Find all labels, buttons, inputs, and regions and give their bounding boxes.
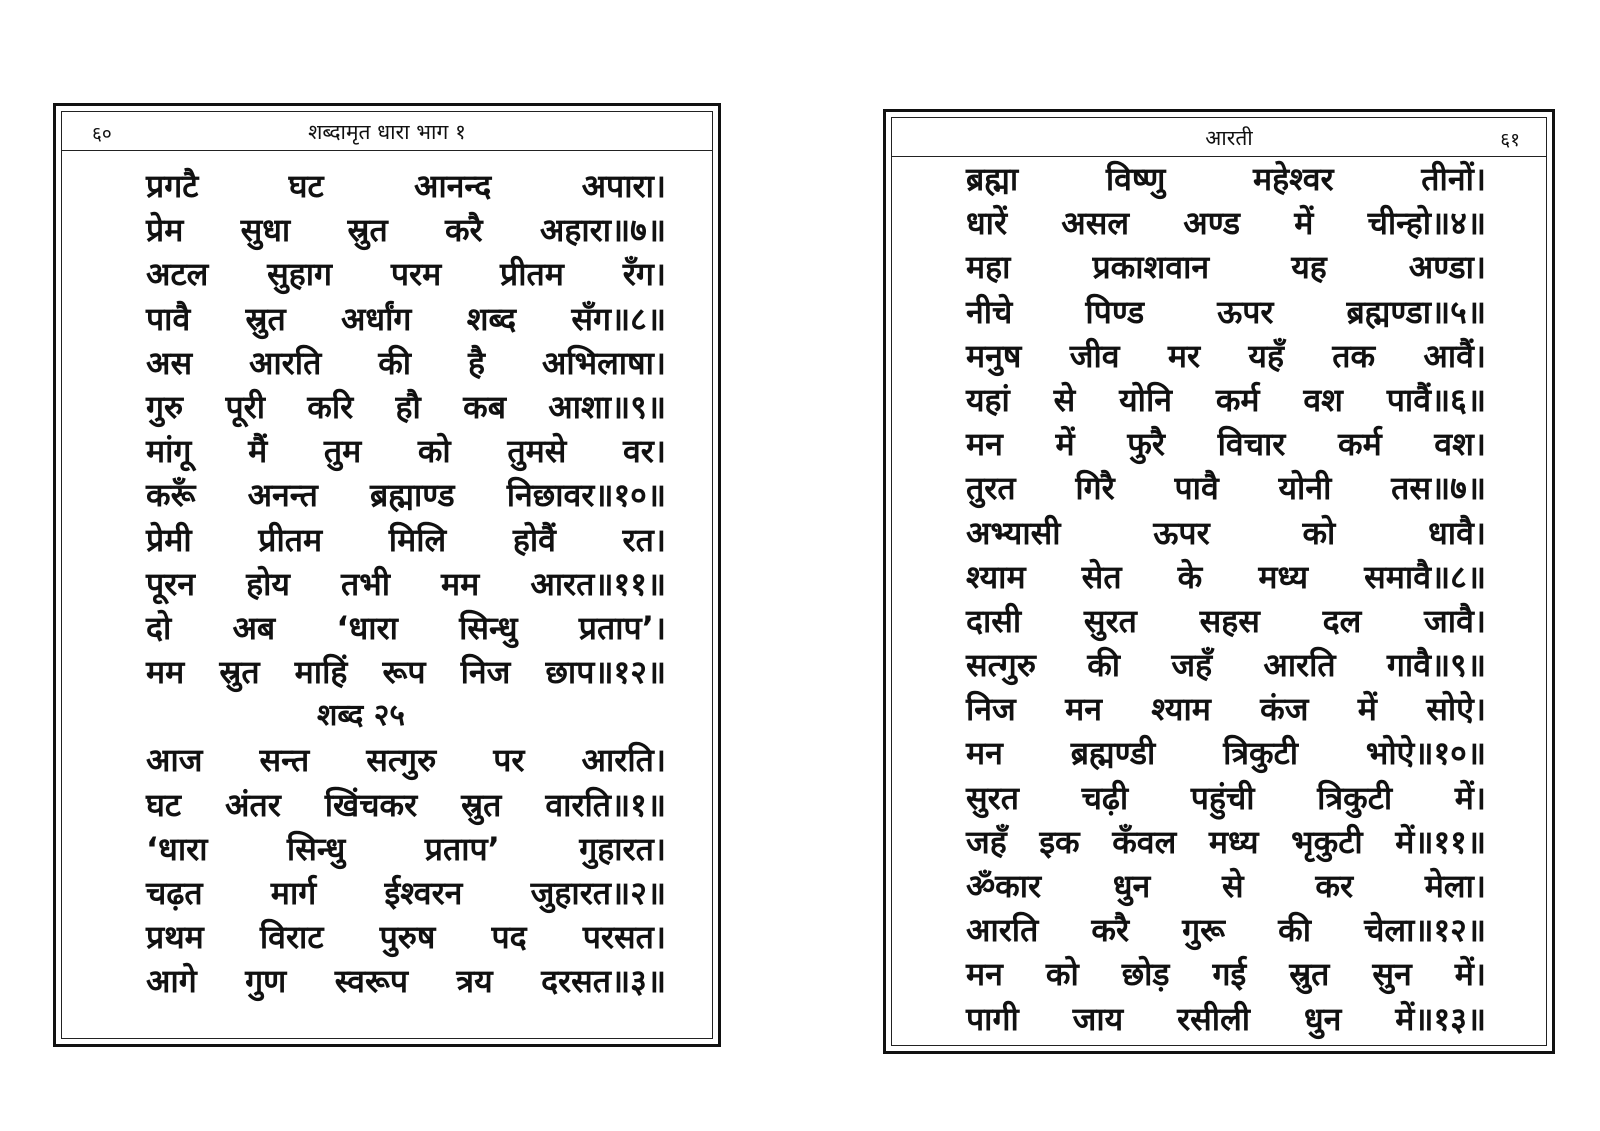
right-page xyxy=(883,109,1555,1054)
verse-line: प्रगटै घट आनन्द अपारा। xyxy=(146,167,666,205)
verse-line: दो अब ‘धारा सिन्धु प्रताप’। xyxy=(146,608,666,647)
verse-line: प्रेमी प्रीतम मिलि होवैं रत। xyxy=(146,520,666,559)
verse-line: आरति करै गुरू की चेला॥१२॥ xyxy=(966,911,1486,950)
verse-line: ब्रह्मा विष्णु महेश्वर तीनों। xyxy=(966,160,1486,198)
verse-line: अभ्यासी ऊपर को धावै। xyxy=(966,513,1486,552)
verse-line: आज सन्त सत्गुरु पर आरति। xyxy=(146,741,666,780)
verse-line: घट अंतर खिंचकर स्रुत वारति॥१॥ xyxy=(146,785,666,824)
verse-line: निज मन श्याम कंज में सोऐ। xyxy=(966,690,1486,729)
left-verse-block xyxy=(146,164,666,1004)
right-page-number: ६१ xyxy=(1500,129,1520,151)
verse-line: सत्गुरु की जहँ आरति गावै॥९॥ xyxy=(966,646,1486,685)
verse-line: पूरन होय तभी मम आरत॥११॥ xyxy=(146,564,666,603)
right-verse-block xyxy=(966,157,1486,1041)
verse-line: अस आरति की है अभिलाषा। xyxy=(146,343,666,382)
right-running-title: आरती xyxy=(1205,126,1253,150)
verse-line: करूँ अनन्त ब्रह्माण्ड निछावर॥१०॥ xyxy=(146,476,666,515)
verse-line: ‘धारा सिन्धु प्रताप’ गुहारत। xyxy=(146,829,666,868)
verse-line: यहां से योनि कर्म वश पावैं॥६॥ xyxy=(966,380,1486,419)
left-page-header xyxy=(62,112,712,151)
section-heading: शब्द २५ xyxy=(317,698,405,734)
verse-line: धारें असल अण्ड में चीन्हो॥४॥ xyxy=(966,204,1486,243)
verse-line: तुरत गिरै पावै योनी तस॥७॥ xyxy=(966,469,1486,508)
left-page-number: ६० xyxy=(92,123,112,145)
verse-line: चढ़त मार्ग ईश्वरन जुहारत॥२॥ xyxy=(146,874,666,912)
verse-line: गुरु पूरी करि हौ कब आशा॥९॥ xyxy=(146,387,666,426)
verse-line: मन ब्रह्मण्डी त्रिकुटी भोऐ॥१०॥ xyxy=(966,734,1486,773)
verse-line: मन में फुरै विचार कर्म वश। xyxy=(966,425,1486,464)
verse-line: आगे गुण स्वरूप त्रय दरसत॥३॥ xyxy=(146,962,666,1001)
verse-line: अटल सुहाग परम प्रीतम रँग। xyxy=(146,255,666,294)
right-page-header xyxy=(892,118,1546,157)
verse-line: सुरत चढ़ी पहुंची त्रिकुटी में। xyxy=(966,778,1486,817)
verse-line: महा प्रकाशवान यह अण्डा। xyxy=(966,248,1486,287)
verse-line: मांगू मैं तुम को तुमसे वर। xyxy=(146,432,666,471)
verse-line: श्याम सेत के मध्य समावै॥८॥ xyxy=(966,557,1486,596)
left-running-title: शब्दामृत धारा भाग १ xyxy=(308,120,466,144)
verse-line: पावै स्रुत अर्धांग शब्द सँग॥८॥ xyxy=(146,299,666,338)
verse-line: मनुष जीव मर यहँ तक आवैं। xyxy=(966,336,1486,375)
verse-line: दासी सुरत सहस दल जावै। xyxy=(966,601,1486,640)
verse-line: ॐकार धुन से कर मेला। xyxy=(966,867,1486,905)
left-page xyxy=(53,103,721,1047)
verse-line: जहँ इक कँवल मध्य भृकुटी में॥११॥ xyxy=(966,822,1486,861)
verse-line: मम स्रुत माहिं रूप निज छाप॥१२॥ xyxy=(146,653,666,692)
verse-line: प्रेम सुधा स्रुत करै अहारा॥७॥ xyxy=(146,211,666,250)
verse-line: प्रथम विराट पुरुष पद परसत। xyxy=(146,918,666,957)
verse-line: मन को छोड़ गई स्रुत सुन में। xyxy=(966,955,1486,994)
verse-line: पागी जाय रसीली धुन में॥१३॥ xyxy=(966,999,1486,1038)
verse-line: नीचे पिण्ड ऊपर ब्रह्मण्डा॥५॥ xyxy=(966,292,1486,331)
